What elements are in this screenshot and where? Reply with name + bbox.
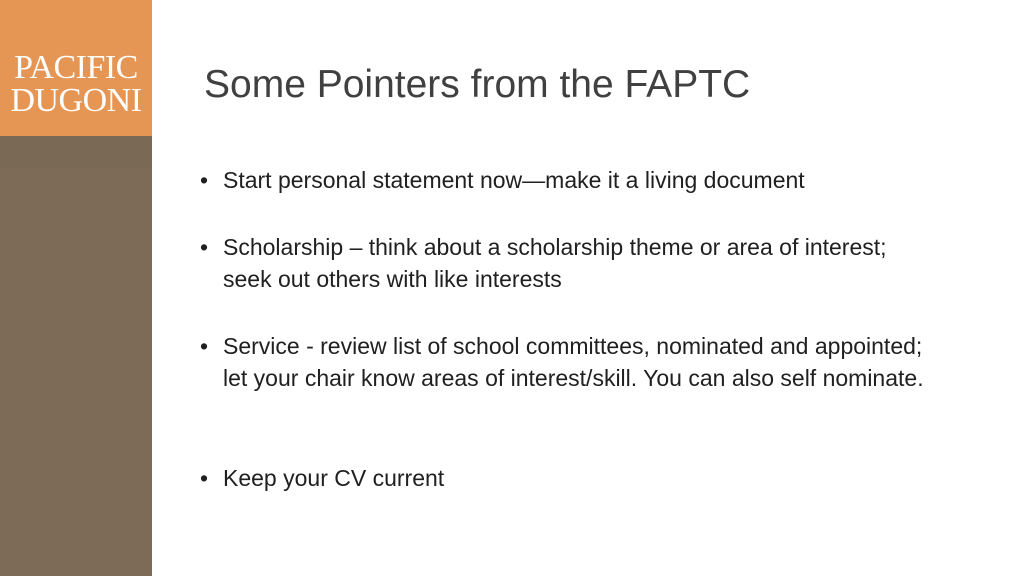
bullet-text: Scholarship – think about a scholarship theme or area of interest; seek out others with like interests xyxy=(223,234,887,292)
bullet-text: Keep your CV current xyxy=(223,465,445,491)
bullet-marker: • xyxy=(200,167,209,193)
bullet-item-scholarship xyxy=(200,231,940,295)
bullet-marker: • xyxy=(200,465,209,491)
slide-title: Some Pointers from the FAPTC xyxy=(204,63,751,106)
bullet-text: Start personal statement now—make it a living document xyxy=(223,167,805,193)
logo-line-dugoni: DUGONI xyxy=(10,82,142,119)
pacific-dugoni-logo xyxy=(0,0,152,136)
bullet-item-cv xyxy=(200,462,940,494)
bullet-marker: • xyxy=(200,234,209,260)
logo-shadow-band xyxy=(0,136,152,168)
bullet-text: Service - review list of school committees, nominated and appointed; let your chair know areas of interest/skill. You can also self nominate. xyxy=(223,333,924,391)
bullet-marker: • xyxy=(200,333,209,359)
logo-line-pacific: PACIFIC xyxy=(14,49,138,86)
bullet-item-service xyxy=(200,330,940,394)
bullet-item-personal-statement xyxy=(200,164,940,196)
